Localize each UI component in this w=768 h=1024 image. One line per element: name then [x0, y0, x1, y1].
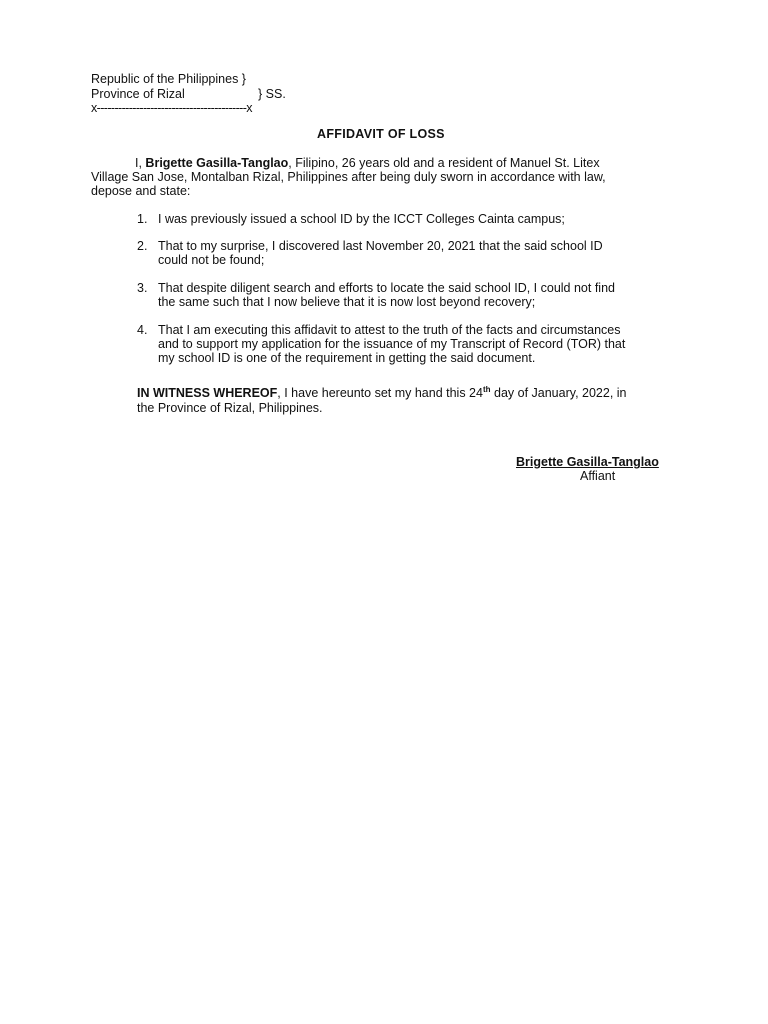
witness-line-1 — [137, 386, 627, 400]
list-number: 1. — [137, 212, 148, 226]
header-republic: Republic of the Philippines } — [91, 72, 246, 86]
witness-day-suffix: th — [482, 385, 491, 394]
header-separator: x------------------------------------------x — [91, 101, 252, 115]
list-text-line: That I am executing this affidavit to attest to the truth of the facts and circumstances — [158, 323, 621, 337]
intro-line-1 — [135, 156, 600, 170]
signature-name: Brigette Gasilla-Tanglao — [516, 455, 659, 469]
list-text-line: could not be found; — [158, 253, 265, 267]
list-number: 4. — [137, 323, 148, 337]
signature-role: Affiant — [580, 469, 616, 483]
witness-text: , I have hereunto set my hand this 24 — [277, 386, 483, 400]
header-ss: } SS. — [258, 87, 286, 101]
intro-line-2: Village San Jose, Montalban Rizal, Philippines after being duly sworn in accordance with law, — [91, 170, 606, 184]
document-title: AFFIDAVIT OF LOSS — [317, 127, 445, 141]
affiant-name-inline: Brigette Gasilla-Tanglao — [145, 156, 289, 170]
list-text-line: That despite diligent search and efforts to locate the said school ID, I could not find — [158, 281, 615, 295]
list-number: 2. — [137, 239, 148, 253]
intro-line-3: depose and state: — [91, 184, 191, 198]
list-number: 3. — [137, 281, 148, 295]
header-province: Province of Rizal — [91, 87, 185, 101]
list-text-line: That to my surprise, I discovered last November 20, 2021 that the said school ID — [158, 239, 603, 253]
witness-text-2: day of January, 2022, in — [490, 386, 627, 400]
witness-line-2: the Province of Rizal, Philippines. — [137, 401, 323, 415]
witness-lead: IN WITNESS WHEREOF — [137, 386, 278, 400]
list-text-line: and to support my application for the issuance of my Transcript of Record (TOR) that — [158, 337, 626, 351]
intro-rest: , Filipino, 26 years old and a resident of Manuel St. Litex — [288, 156, 600, 170]
list-text-line: I was previously issued a school ID by the ICCT Colleges Cainta campus; — [158, 212, 565, 226]
list-text-line: the same such that I now believe that it is now lost beyond recovery; — [158, 295, 536, 309]
intro-lead: I, — [135, 156, 146, 170]
list-text-line: my school ID is one of the requirement in getting the said document. — [158, 351, 536, 365]
